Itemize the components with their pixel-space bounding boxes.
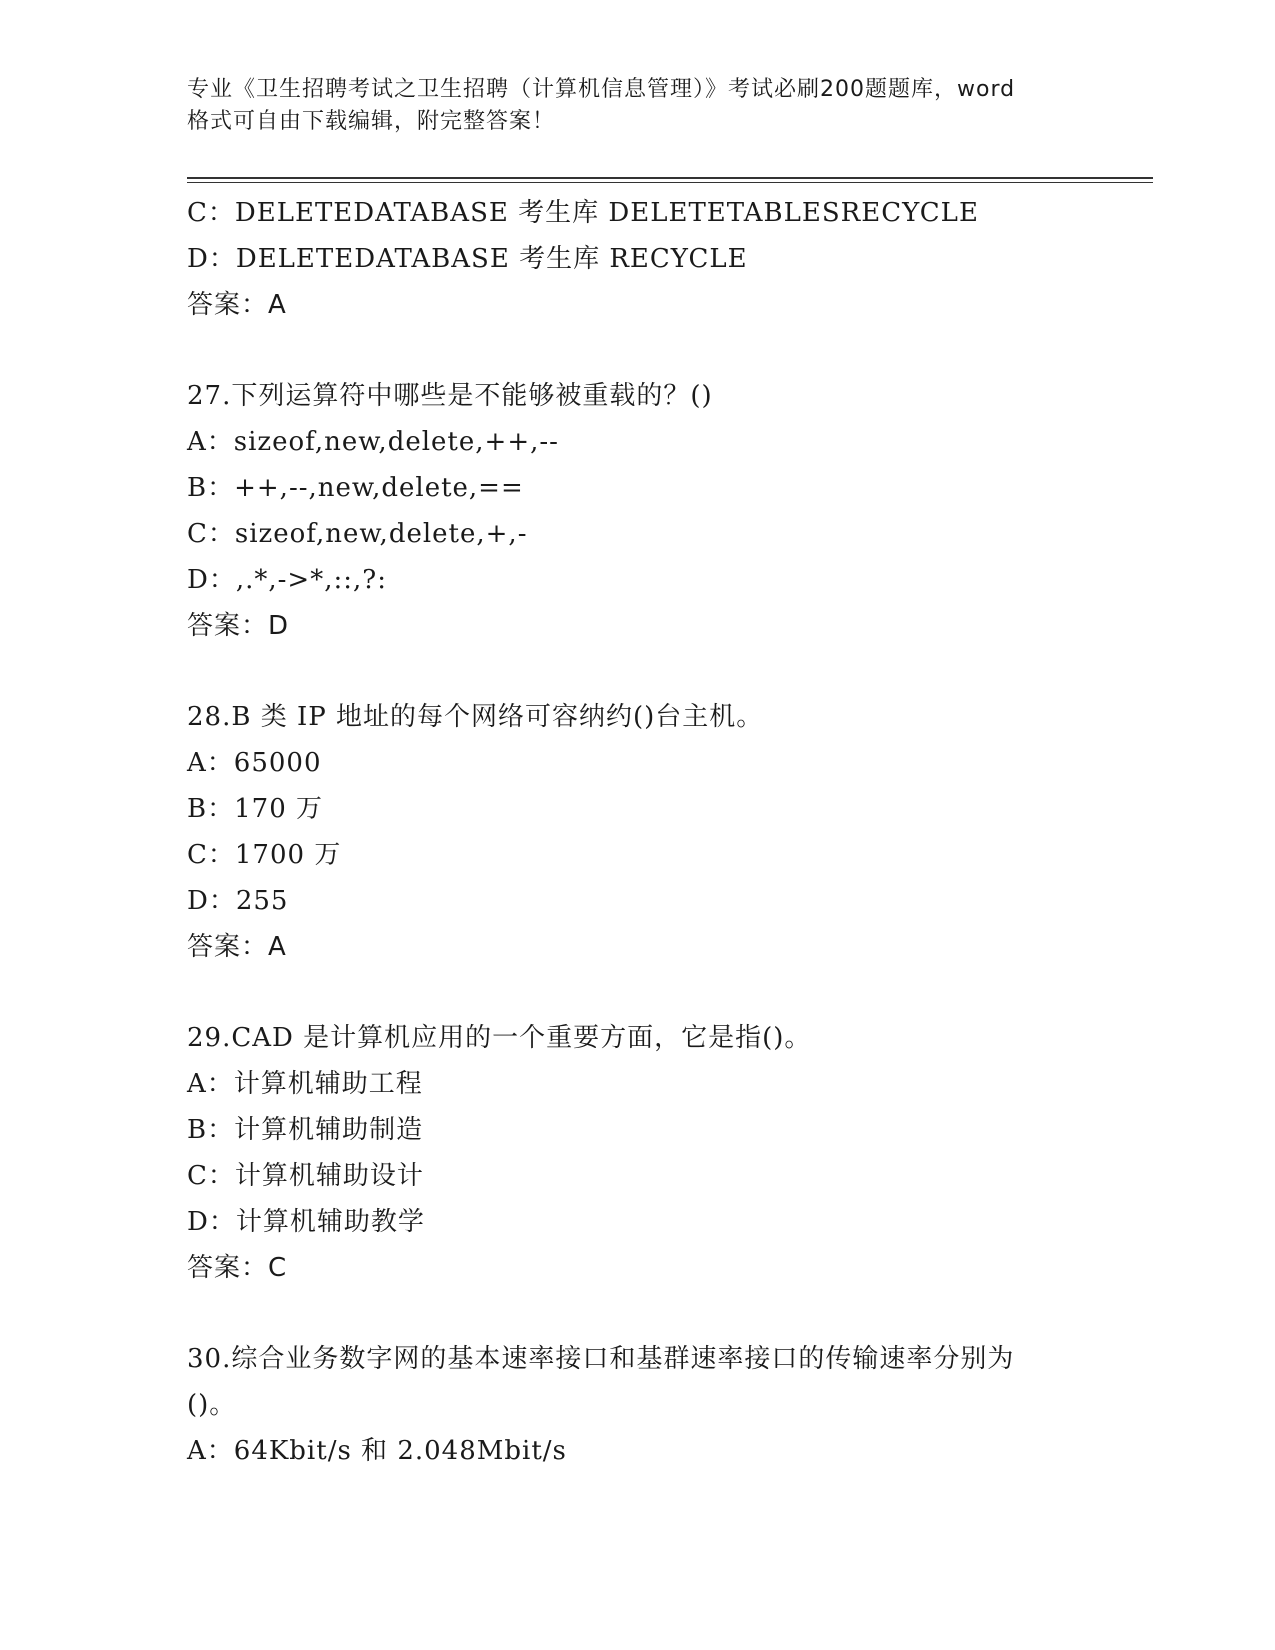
option-a: A：计算机辅助工程 xyxy=(187,1069,423,1099)
question-block-30 xyxy=(187,1336,1087,1474)
spacer xyxy=(187,970,1087,1015)
answer-line: 答案：C xyxy=(187,1253,288,1283)
question-text-line-1: 30.综合业务数字网的基本速率接口和基群速率接口的传输速率分别为 xyxy=(187,1344,1015,1374)
answer-line: 答案：D xyxy=(187,611,290,641)
spacer xyxy=(187,328,1087,373)
option-c: C：计算机辅助设计 xyxy=(187,1161,424,1191)
question-text-line-2: ()。 xyxy=(187,1390,237,1420)
option-b: B：计算机辅助制造 xyxy=(187,1115,424,1145)
question-block-28 xyxy=(187,694,1087,970)
option-c: C：1700 万 xyxy=(187,840,342,870)
option-a: A：65000 xyxy=(187,748,322,778)
header-divider-thick xyxy=(187,177,1153,179)
option-b: B：++,--,new,delete,== xyxy=(187,473,524,503)
spacer xyxy=(187,649,1087,694)
header-line-2: 格式可自由下载编辑，附完整答案！ xyxy=(187,109,556,134)
option-d: D：计算机辅助教学 xyxy=(187,1207,425,1237)
spacer xyxy=(187,1291,1087,1336)
option-a: A：sizeof,new,delete,++,-- xyxy=(187,427,559,457)
option-c: C：sizeof,new,delete,+,- xyxy=(187,519,528,549)
option-d: D：,.*,->*,::,?: xyxy=(187,565,387,595)
option-c: C：DELETEDATABASE 考生库 DELETETABLESRECYCLE xyxy=(187,198,979,228)
question-text: 27.下列运算符中哪些是不能够被重载的？() xyxy=(187,381,713,411)
question-text: 28.B 类 IP 地址的每个网络可容纳约()台主机。 xyxy=(187,702,764,732)
option-d: D：DELETEDATABASE 考生库 RECYCLE xyxy=(187,244,748,274)
question-block-29 xyxy=(187,1015,1087,1291)
document-header xyxy=(187,74,1087,138)
answer-line: 答案：A xyxy=(187,290,287,320)
question-block-26 xyxy=(187,190,1087,328)
question-list xyxy=(187,190,1087,1474)
option-b: B：170 万 xyxy=(187,794,323,824)
header-divider-thin xyxy=(187,182,1153,183)
question-block-27 xyxy=(187,373,1087,649)
header-line-1: 专业《卫生招聘考试之卫生招聘（计算机信息管理）》考试必刷200题题库，word xyxy=(187,77,1016,102)
option-a: A：64Kbit/s 和 2.048Mbit/s xyxy=(187,1436,567,1466)
option-d: D：255 xyxy=(187,886,289,916)
question-text: 29.CAD 是计算机应用的一个重要方面，它是指()。 xyxy=(187,1023,812,1053)
answer-line: 答案：A xyxy=(187,932,287,962)
